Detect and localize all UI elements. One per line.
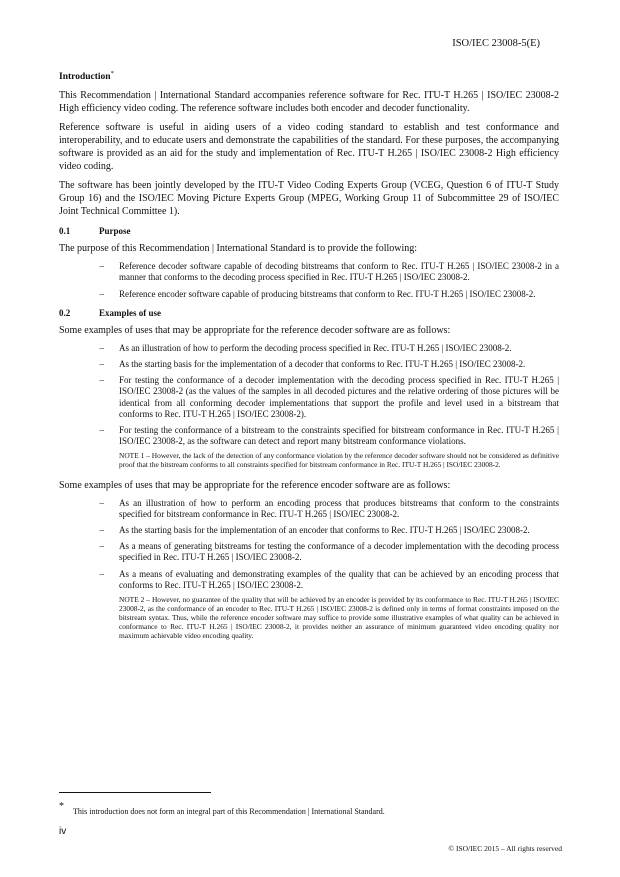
dash-marker: – bbox=[99, 261, 104, 272]
decoder-lead: Some examples of uses that may be appropriate for the reference decoder software are as follows: bbox=[59, 324, 451, 336]
intro-paragraph: Reference software is useful in aiding users of a video coding standard to establish and test conformance and interoperability, and to educate users and demonstrate the capabilities of the standard. For these purposes, the accompanying software is provided as an aid for the study and implementation of Rec. ITU-T H.265 | ISO/IEC 23008-2 High efficiency video coding. bbox=[59, 122, 559, 173]
introduction-title: Introduction bbox=[59, 72, 111, 83]
list-item bbox=[59, 261, 559, 283]
dash-marker: – bbox=[99, 541, 104, 552]
list-item-text bbox=[119, 425, 559, 474]
footnote bbox=[59, 801, 559, 816]
clause-title: Purpose bbox=[99, 226, 131, 237]
list-item bbox=[59, 425, 559, 474]
list-item-text: As the starting basis for the implementation of a decoder that conforms to Rec. ITU-T H.265 | ISO/IEC 23008-2. bbox=[119, 358, 526, 369]
encoder-uses-list bbox=[59, 498, 559, 645]
clause-number: 0.2 bbox=[59, 307, 71, 318]
dash-marker: – bbox=[99, 497, 104, 508]
document-id: ISO/IEC 23008-5(E) bbox=[452, 38, 540, 49]
list-item-text: Reference encoder software capable of producing bitstreams that conform to Rec. ITU-T H.265 | ISO/IEC 23008-2. bbox=[119, 288, 536, 299]
clause-heading-purpose bbox=[59, 226, 559, 236]
list-item-text: For testing the conformance of a decoder implementation with the decoding process specified in Rec. ITU-T H.265 | ISO/IEC 23008-2 (as the values of the samples in all decoded pictures and the relative ordering of those pictures will be identical from all conforming decoder implementations that support the profile and level used in a bitstream that conforms to Rec. ITU-T H.265 | ISO/IEC 23008-2). bbox=[119, 375, 559, 419]
clause-heading-examples bbox=[59, 308, 559, 318]
list-item-body: As a means of evaluating and demonstrating examples of the quality that can be achieved by an encoding process that conforms to Rec. ITU-T H.265 | ISO/IEC 23008-2. bbox=[119, 568, 559, 590]
list-item bbox=[59, 525, 559, 536]
main-content bbox=[59, 70, 559, 649]
purpose-lead: The purpose of this Recommendation | International Standard is to provide the following: bbox=[59, 243, 418, 255]
list-item-body: For testing the conformance of a bitstream to the constraints specified for bitstream conformance in Rec. ITU-T H.265 | ISO/IEC 23008-2, as the software can detect and report many bitstream conformance violations. bbox=[119, 424, 559, 447]
footnote-text: This introduction does not form an integral part of this Recommendation | International Standard. bbox=[73, 807, 385, 816]
list-item bbox=[59, 343, 559, 354]
list-item-text: As an illustration of how to perform the decoding process specified in Rec. ITU-T H.265 | ISO/IEC 23008-2. bbox=[119, 342, 512, 353]
clause-number: 0.1 bbox=[59, 226, 71, 237]
list-item bbox=[59, 498, 559, 520]
note-1: NOTE 1 – However, the lack of the detection of any conformance violation by the reference decoder software should not be considered as definitive proof that the bitstream conforms to all constraints specified for bitstream conformance in Rec. ITU-T H.265 | ISO/IEC 23008-2. bbox=[119, 451, 559, 470]
copyright-notice: © ISO/IEC 2015 – All rights reserved bbox=[448, 844, 562, 853]
intro-paragraph: This Recommendation | International Standard accompanies reference software for Rec. ITU-T H.265 | ISO/IEC 23008-2 High efficiency video coding. The reference software includes both encoder and decoder functionality. bbox=[59, 90, 559, 115]
purpose-list bbox=[59, 261, 559, 300]
decoder-uses-list bbox=[59, 343, 559, 474]
list-item-text: As a means of generating bitstreams for testing the conformance of a decoder implementation with the decoding process specified in Rec. ITU-T H.265 | ISO/IEC 23008-2. bbox=[119, 541, 559, 563]
dash-marker: – bbox=[99, 424, 104, 435]
footnote-mark: * bbox=[59, 801, 64, 812]
list-item bbox=[59, 569, 559, 645]
clause-title: Examples of use bbox=[99, 307, 162, 318]
dash-marker: – bbox=[99, 568, 104, 579]
list-item bbox=[59, 289, 559, 300]
dash-marker: – bbox=[99, 342, 104, 353]
dash-marker: – bbox=[99, 375, 104, 386]
dash-marker: – bbox=[99, 358, 104, 369]
page-number: iv bbox=[59, 826, 67, 837]
dash-marker: – bbox=[99, 288, 104, 299]
list-item-text: As the starting basis for the implementation of an encoder that conforms to Rec. ITU-T H.265 | ISO/IEC 23008-2. bbox=[119, 524, 530, 535]
list-item bbox=[59, 359, 559, 370]
list-item bbox=[59, 541, 559, 563]
intro-paragraph: The software has been jointly developed by the ITU-T Video Coding Experts Group (VCEG, Question 6 of ITU-T Study Group 16) and the ISO/IEC Moving Picture Experts Group (MPEG, Working Group 11 of Subcommittee 29 of ISO/IEC Joint Technical Committee 1). bbox=[59, 180, 559, 218]
dash-marker: – bbox=[99, 524, 104, 535]
footnote-reference: * bbox=[110, 70, 114, 77]
note-2: NOTE 2 – However, no guarantee of the quality that will be achieved by an encoder is provided by its conformance to Rec. ITU-T H.265 | ISO/IEC 23008-2, as the conformance of an encoder to Rec. ITU-T H.265 | ISO/IEC 23008-2 is defined only in terms of format constraints imposed on the bitstream syntax. Thus, while the reference encoder software may suffice to provide some illustrative examples of what quality can be achieved in conformance to Rec. ITU-T H.265 | ISO/IEC 23008-2, it provides neither an assurance of minimum guaranteed video encoding quality nor maximum achievable video encoding quality. bbox=[119, 595, 559, 641]
footnote-divider bbox=[59, 792, 211, 793]
list-item-text: As an illustration of how to perform an encoding process that produces bitstreams that conform to the constraints specified for bitstream conformance in Rec. ITU-T H.265 | ISO/IEC 23008-2. bbox=[119, 497, 559, 519]
encoder-lead: Some examples of uses that may be appropriate for the reference encoder software are as follows: bbox=[59, 479, 451, 491]
introduction-heading bbox=[59, 70, 559, 82]
list-item-text: Reference decoder software capable of decoding bitstreams that conform to Rec. ITU-T H.265 | ISO/IEC 23008-2 in a manner that conforms to the decoding process specified in Rec. ITU-T H.265 | ISO/IEC 23008-2. bbox=[119, 261, 559, 283]
list-item-text bbox=[119, 569, 559, 645]
list-item bbox=[59, 375, 559, 420]
